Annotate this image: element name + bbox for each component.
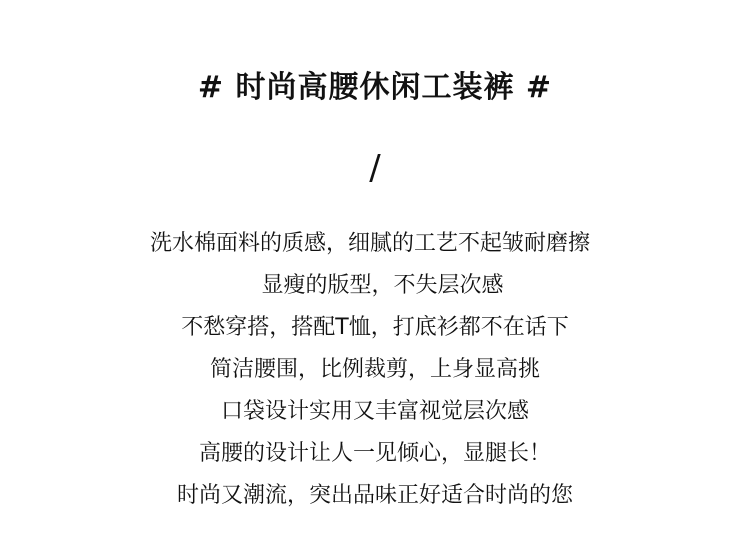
description-line: 显瘦的版型，不失层次感 bbox=[261, 273, 504, 298]
description-text-block bbox=[0, 226, 750, 520]
description-line: 洗水棉面料的质感，细腻的工艺不起皱耐磨擦 bbox=[149, 231, 590, 256]
description-line: 简洁腰围，比例裁剪，上身显高挑 bbox=[209, 357, 540, 382]
slash-divider: / bbox=[369, 148, 381, 188]
description-line: 不愁穿搭，搭配T恤，打底衫都不在话下 bbox=[181, 315, 569, 340]
description-line: 高腰的设计让人一见倾心，显腿长！ bbox=[198, 441, 551, 466]
page-title: # 时尚高腰休闲工装裤 # bbox=[197, 70, 553, 105]
description-line: 口袋设计实用又丰富视觉层次感 bbox=[220, 399, 529, 424]
description-line: 时尚又潮流，突出品味正好适合时尚的您 bbox=[176, 483, 573, 508]
